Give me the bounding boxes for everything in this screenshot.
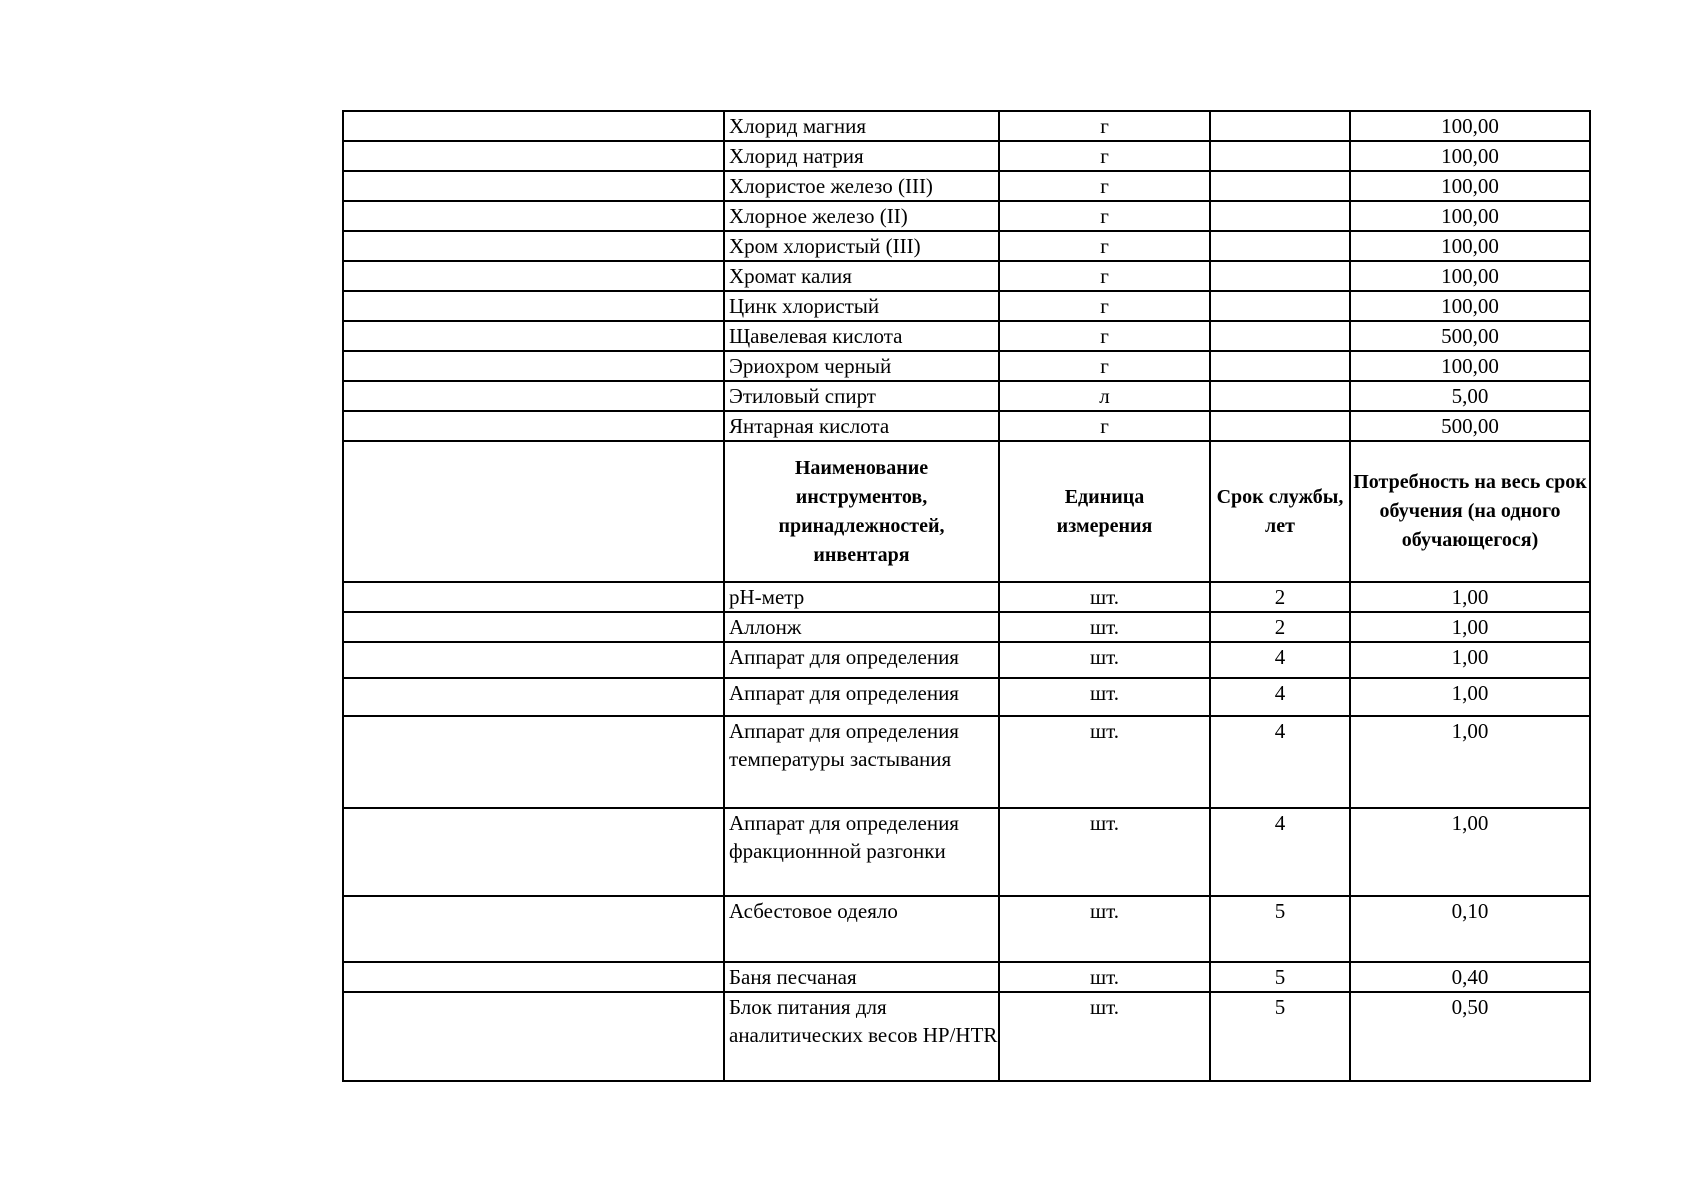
blank-cell: [343, 678, 724, 716]
table-row: [343, 896, 1590, 962]
item-name: Аппарат для определения: [724, 642, 999, 678]
item-life: [1210, 411, 1350, 441]
item-unit: г: [999, 201, 1210, 231]
item-need: 1,00: [1350, 642, 1590, 678]
item-need: 100,00: [1350, 231, 1590, 261]
table-row: [343, 808, 1590, 896]
blank-cell: [343, 381, 724, 411]
item-unit: шт.: [999, 896, 1210, 962]
item-need: 100,00: [1350, 111, 1590, 141]
table-row: [343, 381, 1590, 411]
item-need: 1,00: [1350, 716, 1590, 808]
item-unit: г: [999, 111, 1210, 141]
item-need: 500,00: [1350, 411, 1590, 441]
item-unit: г: [999, 321, 1210, 351]
item-name: Эриохром черный: [724, 351, 999, 381]
item-unit: шт.: [999, 992, 1210, 1081]
item-life: [1210, 231, 1350, 261]
item-name: Хромат калия: [724, 261, 999, 291]
item-life: [1210, 351, 1350, 381]
blank-cell: [343, 111, 724, 141]
item-need: 100,00: [1350, 201, 1590, 231]
item-need: 500,00: [1350, 321, 1590, 351]
item-need: 100,00: [1350, 141, 1590, 171]
item-life: 5: [1210, 992, 1350, 1081]
table-row: [343, 231, 1590, 261]
item-unit: г: [999, 261, 1210, 291]
header-unit: Единица измерения: [999, 441, 1210, 582]
table-row: [343, 261, 1590, 291]
blank-cell: [343, 231, 724, 261]
blank-cell: [343, 321, 724, 351]
item-life: 5: [1210, 962, 1350, 992]
item-life: 2: [1210, 612, 1350, 642]
item-need: 100,00: [1350, 261, 1590, 291]
item-unit: шт.: [999, 808, 1210, 896]
item-need: 1,00: [1350, 582, 1590, 612]
table-row: [343, 321, 1590, 351]
item-life: [1210, 261, 1350, 291]
blank-cell: [343, 441, 724, 582]
blank-cell: [343, 962, 724, 992]
blank-cell: [343, 642, 724, 678]
item-name: pH-метр: [724, 582, 999, 612]
blank-cell: [343, 992, 724, 1081]
item-unit: г: [999, 231, 1210, 261]
header-need: Потребность на весь срок обучения (на одного обучающегося): [1350, 441, 1590, 582]
item-name: Баня песчаная: [724, 962, 999, 992]
blank-cell: [343, 171, 724, 201]
item-name: Хлорид натрия: [724, 141, 999, 171]
blank-cell: [343, 716, 724, 808]
item-need: 0,50: [1350, 992, 1590, 1081]
table-row: [343, 411, 1590, 441]
item-need: 5,00: [1350, 381, 1590, 411]
item-unit: г: [999, 141, 1210, 171]
item-life: [1210, 201, 1350, 231]
blank-cell: [343, 201, 724, 231]
item-unit: л: [999, 381, 1210, 411]
blank-cell: [343, 582, 724, 612]
item-need: 0,40: [1350, 962, 1590, 992]
table-row: [343, 201, 1590, 231]
item-unit: шт.: [999, 612, 1210, 642]
item-life: 2: [1210, 582, 1350, 612]
item-name: Хлорид магния: [724, 111, 999, 141]
item-unit: шт.: [999, 642, 1210, 678]
item-need: 0,10: [1350, 896, 1590, 962]
item-life: [1210, 141, 1350, 171]
item-need: 1,00: [1350, 678, 1590, 716]
item-unit: г: [999, 411, 1210, 441]
item-name: Хром хлористый (III): [724, 231, 999, 261]
table-row: [343, 351, 1590, 381]
table-row: [343, 582, 1590, 612]
item-life: [1210, 381, 1350, 411]
table-row: [343, 111, 1590, 141]
item-life: 4: [1210, 678, 1350, 716]
item-life: 4: [1210, 716, 1350, 808]
table-row: [343, 612, 1590, 642]
item-name: Аллонж: [724, 612, 999, 642]
item-life: [1210, 171, 1350, 201]
item-name: Этиловый спирт: [724, 381, 999, 411]
item-life: 4: [1210, 642, 1350, 678]
blank-cell: [343, 612, 724, 642]
blank-cell: [343, 896, 724, 962]
table-row: [343, 678, 1590, 716]
item-life: [1210, 111, 1350, 141]
table-row: [343, 992, 1590, 1081]
item-name: Янтарная кислота: [724, 411, 999, 441]
item-unit: шт.: [999, 678, 1210, 716]
blank-cell: [343, 808, 724, 896]
item-name: Хлористое железо (III): [724, 171, 999, 201]
item-name: Хлорное железо (II): [724, 201, 999, 231]
item-unit: шт.: [999, 582, 1210, 612]
header-life: Срок службы, лет: [1210, 441, 1350, 582]
item-need: 100,00: [1350, 351, 1590, 381]
item-life: 4: [1210, 808, 1350, 896]
item-unit: г: [999, 291, 1210, 321]
item-name: Аппарат для определения температуры застывания: [724, 716, 999, 808]
item-name: Щавелевая кислота: [724, 321, 999, 351]
item-unit: г: [999, 171, 1210, 201]
item-unit: шт.: [999, 716, 1210, 808]
blank-cell: [343, 291, 724, 321]
blank-cell: [343, 141, 724, 171]
item-name: Асбестовое одеяло: [724, 896, 999, 962]
table-row: [343, 141, 1590, 171]
item-name: Аппарат для определения: [724, 678, 999, 716]
header-name: Наименование инструментов, принадлежностей, инвентаря: [724, 441, 999, 582]
table-row: [343, 291, 1590, 321]
item-unit: г: [999, 351, 1210, 381]
item-need: 100,00: [1350, 171, 1590, 201]
item-unit: шт.: [999, 962, 1210, 992]
item-need: 1,00: [1350, 808, 1590, 896]
item-name: Блок питания для аналитических весов HP/HTR: [724, 992, 999, 1081]
table-row: [343, 716, 1590, 808]
item-name: Цинк хлористый: [724, 291, 999, 321]
blank-cell: [343, 351, 724, 381]
blank-cell: [343, 411, 724, 441]
item-life: [1210, 321, 1350, 351]
table-row: [343, 642, 1590, 678]
table-header-row: [343, 441, 1590, 582]
blank-cell: [343, 261, 724, 291]
equipment-table: [342, 110, 1591, 1082]
item-life: 5: [1210, 896, 1350, 962]
item-life: [1210, 291, 1350, 321]
item-need: 100,00: [1350, 291, 1590, 321]
item-need: 1,00: [1350, 612, 1590, 642]
table-row: [343, 962, 1590, 992]
item-name: Аппарат для определения фракционнной разгонки: [724, 808, 999, 896]
table-row: [343, 171, 1590, 201]
